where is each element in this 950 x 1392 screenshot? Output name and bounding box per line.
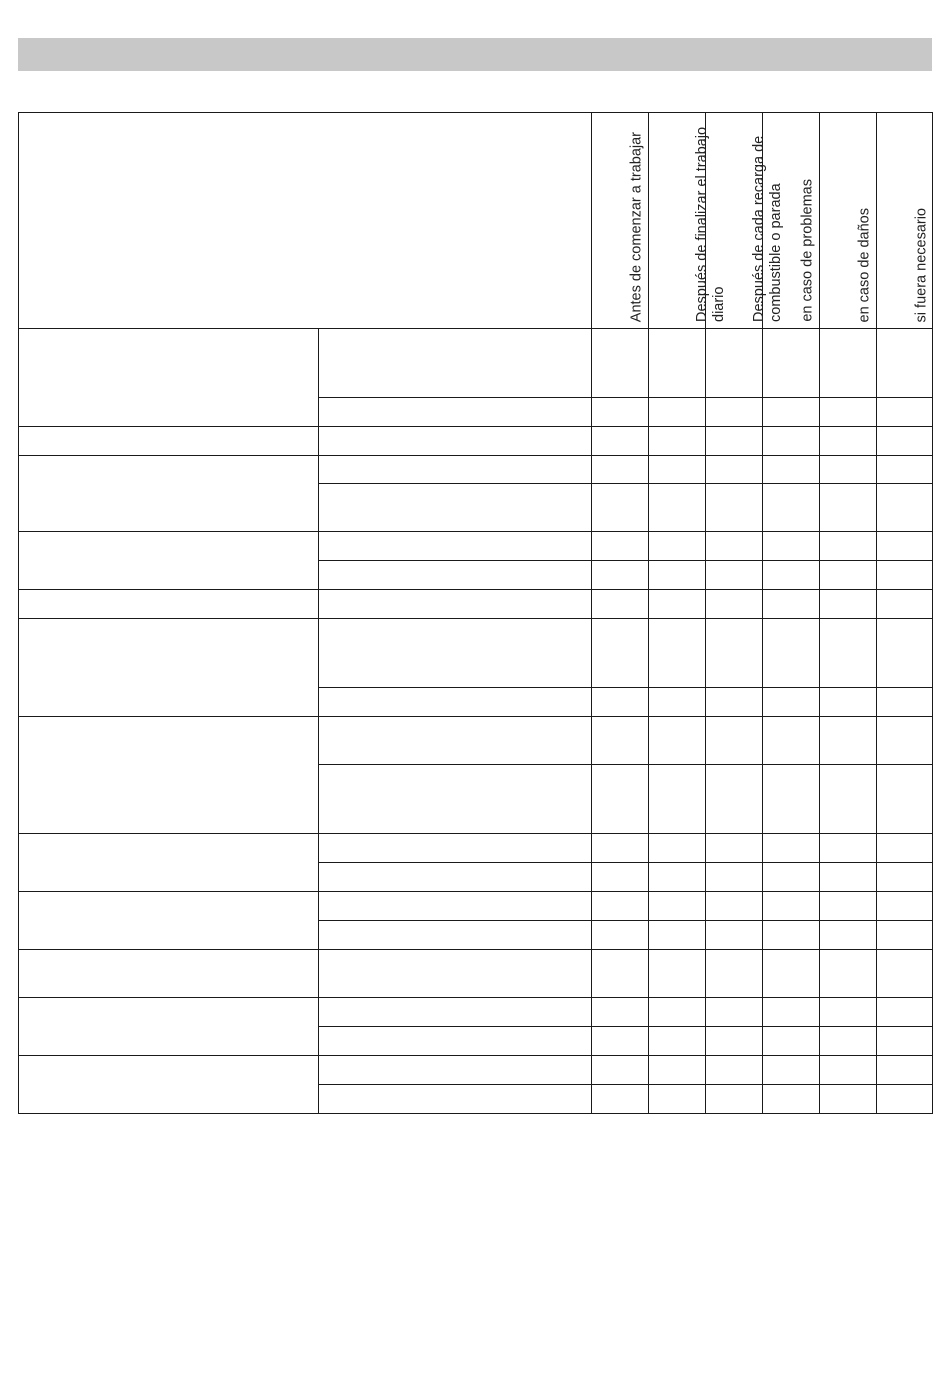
interval-cell <box>592 484 649 532</box>
interval-cell <box>649 765 706 834</box>
table-row <box>19 998 933 1027</box>
component-cell <box>19 998 319 1056</box>
header-blank-cell <box>19 113 592 329</box>
col-header-label: si fuera necesario <box>913 207 929 322</box>
interval-cell <box>649 561 706 590</box>
interval-cell <box>649 834 706 863</box>
interval-cell <box>877 863 933 892</box>
interval-cell <box>820 398 877 427</box>
interval-cell <box>706 998 763 1027</box>
action-cell <box>319 1027 592 1056</box>
interval-cell <box>763 590 820 619</box>
interval-cell <box>763 998 820 1027</box>
col-header-label: Después de finalizar el trabajo diario <box>694 126 727 322</box>
col-header-label: en caso de problemas <box>799 179 816 322</box>
interval-cell <box>592 619 649 688</box>
interval-cell <box>706 1027 763 1056</box>
interval-cell <box>820 484 877 532</box>
interval-cell <box>820 998 877 1027</box>
interval-cell <box>706 329 763 398</box>
action-cell <box>319 456 592 484</box>
interval-cell <box>649 456 706 484</box>
title-band <box>18 38 932 71</box>
interval-cell <box>649 863 706 892</box>
interval-cell <box>820 561 877 590</box>
action-cell <box>319 398 592 427</box>
interval-cell <box>763 532 820 561</box>
interval-cell <box>649 1056 706 1085</box>
interval-cell <box>706 619 763 688</box>
interval-cell <box>592 892 649 921</box>
interval-cell <box>706 892 763 921</box>
interval-cell <box>763 398 820 427</box>
action-cell <box>319 863 592 892</box>
interval-cell <box>820 717 877 765</box>
col-header-problems <box>763 113 820 329</box>
interval-cell <box>763 765 820 834</box>
interval-cell <box>820 1056 877 1085</box>
component-cell <box>19 834 319 892</box>
table-row <box>19 892 933 921</box>
interval-cell <box>763 950 820 998</box>
interval-cell <box>706 921 763 950</box>
table-row <box>19 717 933 765</box>
interval-cell <box>649 619 706 688</box>
col-header-damage <box>820 113 877 329</box>
action-cell <box>319 717 592 765</box>
interval-cell <box>592 765 649 834</box>
interval-cell <box>706 456 763 484</box>
interval-cell <box>649 427 706 456</box>
interval-cell <box>706 765 763 834</box>
interval-cell <box>877 998 933 1027</box>
interval-cell <box>649 998 706 1027</box>
interval-cell <box>592 561 649 590</box>
interval-cell <box>877 532 933 561</box>
col-header-before-work <box>592 113 649 329</box>
interval-cell <box>649 398 706 427</box>
interval-cell <box>763 1085 820 1114</box>
interval-cell <box>877 688 933 717</box>
col-header-after-refuel <box>706 113 784 329</box>
interval-cell <box>877 619 933 688</box>
action-cell <box>319 619 592 688</box>
action-cell <box>319 892 592 921</box>
interval-cell <box>877 950 933 998</box>
component-cell <box>19 950 319 998</box>
table-row <box>19 427 933 456</box>
header-row <box>19 113 933 329</box>
interval-cell <box>649 590 706 619</box>
interval-cell <box>763 717 820 765</box>
interval-cell <box>592 834 649 863</box>
interval-cell <box>706 688 763 717</box>
interval-cell <box>877 561 933 590</box>
component-cell <box>19 427 319 456</box>
interval-cell <box>820 1027 877 1056</box>
interval-cell <box>820 619 877 688</box>
action-cell <box>319 765 592 834</box>
interval-cell <box>820 1085 877 1114</box>
interval-cell <box>877 456 933 484</box>
table-row <box>19 834 933 863</box>
interval-cell <box>649 921 706 950</box>
interval-cell <box>877 427 933 456</box>
action-cell <box>319 1056 592 1085</box>
table-body <box>19 329 933 1114</box>
interval-cell <box>706 484 763 532</box>
component-cell <box>19 532 319 590</box>
interval-cell <box>706 950 763 998</box>
interval-cell <box>763 863 820 892</box>
interval-cell <box>706 590 763 619</box>
interval-cell <box>706 561 763 590</box>
interval-cell <box>763 456 820 484</box>
interval-cell <box>877 1085 933 1114</box>
interval-cell <box>592 863 649 892</box>
interval-cell <box>649 484 706 532</box>
interval-cell <box>649 892 706 921</box>
interval-cell <box>592 998 649 1027</box>
interval-cell <box>592 717 649 765</box>
table-row <box>19 456 933 484</box>
interval-cell <box>763 427 820 456</box>
interval-cell <box>649 1085 706 1114</box>
interval-cell <box>592 688 649 717</box>
component-cell <box>19 1056 319 1114</box>
action-cell <box>319 532 592 561</box>
interval-cell <box>592 456 649 484</box>
interval-cell <box>820 765 877 834</box>
component-cell <box>19 717 319 834</box>
component-cell <box>19 892 319 950</box>
interval-cell <box>649 1027 706 1056</box>
interval-cell <box>877 398 933 427</box>
interval-cell <box>706 398 763 427</box>
interval-cell <box>649 329 706 398</box>
interval-cell <box>820 532 877 561</box>
interval-cell <box>592 950 649 998</box>
action-cell <box>319 921 592 950</box>
interval-cell <box>763 1056 820 1085</box>
interval-cell <box>763 921 820 950</box>
interval-cell <box>763 1027 820 1056</box>
interval-cell <box>706 532 763 561</box>
component-cell <box>19 329 319 427</box>
interval-cell <box>877 1027 933 1056</box>
interval-cell <box>706 863 763 892</box>
interval-cell <box>877 329 933 398</box>
component-cell <box>19 456 319 532</box>
interval-cell <box>592 921 649 950</box>
action-cell <box>319 484 592 532</box>
table-row <box>19 329 933 398</box>
action-cell <box>319 834 592 863</box>
interval-cell <box>877 484 933 532</box>
interval-cell <box>592 1056 649 1085</box>
interval-cell <box>592 1085 649 1114</box>
action-cell <box>319 1085 592 1114</box>
interval-cell <box>592 398 649 427</box>
interval-cell <box>820 456 877 484</box>
interval-cell <box>877 590 933 619</box>
col-header-label: Antes de comenzar a trabajar <box>628 131 645 322</box>
interval-cell <box>592 329 649 398</box>
action-cell <box>319 561 592 590</box>
interval-cell <box>763 329 820 398</box>
table-row <box>19 532 933 561</box>
action-cell <box>319 688 592 717</box>
interval-cell <box>649 532 706 561</box>
interval-cell <box>649 950 706 998</box>
interval-cell <box>706 427 763 456</box>
component-cell <box>19 619 319 717</box>
interval-cell <box>877 765 933 834</box>
interval-cell <box>592 427 649 456</box>
action-cell <box>319 998 592 1027</box>
action-cell <box>319 950 592 998</box>
action-cell <box>319 590 592 619</box>
col-header-after-daily-work <box>649 113 727 329</box>
action-cell <box>319 427 592 456</box>
interval-cell <box>877 834 933 863</box>
action-cell <box>319 329 592 398</box>
interval-cell <box>820 921 877 950</box>
maintenance-schedule-table <box>18 112 933 1114</box>
interval-cell <box>763 892 820 921</box>
interval-cell <box>649 688 706 717</box>
interval-cell <box>706 717 763 765</box>
interval-cell <box>877 892 933 921</box>
interval-cell <box>649 717 706 765</box>
interval-cell <box>706 1085 763 1114</box>
interval-cell <box>820 863 877 892</box>
interval-cell <box>592 590 649 619</box>
table-row <box>19 619 933 688</box>
interval-cell <box>706 1056 763 1085</box>
interval-cell <box>706 834 763 863</box>
table-row <box>19 590 933 619</box>
col-header-label: en caso de daños <box>856 207 873 322</box>
interval-cell <box>763 484 820 532</box>
interval-cell <box>820 427 877 456</box>
interval-cell <box>820 892 877 921</box>
interval-cell <box>820 590 877 619</box>
interval-cell <box>820 950 877 998</box>
interval-cell <box>592 1027 649 1056</box>
interval-cell <box>820 329 877 398</box>
col-header-if-necessary <box>877 113 933 329</box>
table-row <box>19 950 933 998</box>
table-row <box>19 1056 933 1085</box>
interval-cell <box>763 688 820 717</box>
component-cell <box>19 590 319 619</box>
interval-cell <box>877 921 933 950</box>
interval-cell <box>877 717 933 765</box>
interval-cell <box>592 532 649 561</box>
interval-cell <box>763 834 820 863</box>
interval-cell <box>820 688 877 717</box>
interval-cell <box>763 561 820 590</box>
interval-cell <box>763 619 820 688</box>
interval-cell <box>820 834 877 863</box>
interval-cell <box>877 1056 933 1085</box>
col-header-label: Después de cada recarga de combustible o parada <box>751 135 784 322</box>
